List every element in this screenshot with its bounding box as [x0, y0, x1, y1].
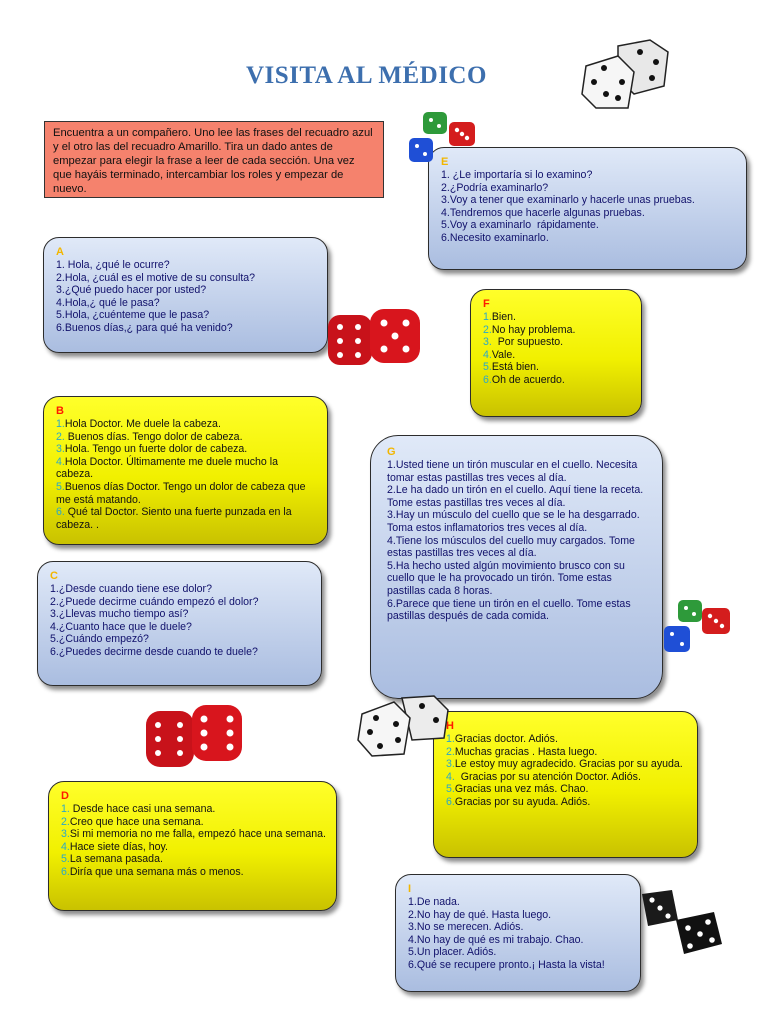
phrase-text: Buenos días. Tengo dolor de cabeza. — [64, 430, 243, 443]
phrase-line — [446, 746, 687, 759]
phrase-text: Tiene los músculos del cuello muy cargados. Tome estas pastillas tres veces al día. — [387, 534, 638, 560]
phrase-number: 4. — [50, 620, 59, 633]
phrase-text: No hay de qué es mi trabajo. Chao. — [416, 933, 584, 946]
phrase-number: 4. — [408, 933, 417, 946]
phrase-number: 2. — [408, 908, 417, 921]
phrase-text: Gracias por su ayuda. Adiós. — [454, 795, 591, 808]
phrase-line — [446, 783, 687, 796]
phrase-text: Qué tal Doctor. Siento una fuerte punzada en la cabeza. . — [56, 506, 295, 531]
phrase-text: Qué se recupere pronto.¡ Hasta la vista! — [416, 958, 605, 971]
phrase-number: 1. — [56, 259, 65, 271]
phrase-number: 6. — [56, 321, 65, 334]
phrase-line — [441, 169, 736, 182]
phrase-line — [56, 443, 317, 456]
phrase-text: Tendremos que hacerle algunas pruebas. — [449, 206, 645, 219]
phrase-line — [56, 456, 317, 481]
phrase-number: 2. — [56, 430, 65, 443]
phrase-text: Le estoy muy agradecido. Gracias por su ayuda. — [454, 758, 683, 771]
phrase-line — [483, 374, 631, 387]
phrase-line — [387, 598, 648, 623]
phrase-text: Gracias por su atención Doctor. Adiós. — [454, 770, 641, 783]
phrase-text: Voy a tener que examinarlo y hacerle unas pruebas. — [449, 194, 695, 207]
phrase-text: Vale. — [491, 348, 516, 361]
red-dice-icon — [142, 703, 248, 771]
phrase-text: Hola Doctor. Me duele la cabeza. — [64, 418, 221, 430]
phrase-line — [56, 284, 317, 297]
phrase-number: 3. — [387, 509, 396, 522]
phrase-number: 3. — [408, 921, 417, 934]
phrase-number: 6. — [408, 958, 417, 971]
phrase-text: ¿Puedes decirme desde cuando te duele? — [58, 645, 258, 658]
phrase-text: ¿Qué puedo hacer por usted? — [64, 284, 207, 297]
phrase-number: 1. — [483, 311, 492, 323]
box-label: G — [387, 446, 396, 458]
phrase-text: De nada. — [416, 896, 460, 908]
phrase-text: ¿Llevas mucho tiempo así? — [58, 608, 189, 621]
phrase-line — [446, 796, 687, 809]
phrase-text: Ha hecho usted algún movimiento brusco con su cuello que le ha provocado un tirón. Tome estas pastillas cada 8 horas. — [387, 559, 628, 597]
phrase-number: 2. — [50, 595, 59, 608]
box-label: H — [446, 720, 454, 732]
white-dice-icon — [352, 692, 452, 760]
phrase-number: 1. — [387, 459, 396, 471]
phrase-text: Hace siete días, hoy. — [69, 840, 168, 853]
box-b — [43, 396, 328, 545]
box-label: B — [56, 405, 64, 417]
phrase-line — [441, 219, 736, 232]
phrase-line — [441, 182, 736, 195]
phrase-line — [446, 733, 687, 746]
phrase-text: Hola, ¿cuénteme que le pasa? — [64, 309, 210, 322]
phrase-text: ¿Desde cuando tiene ese dolor? — [58, 583, 212, 595]
box-f — [470, 289, 642, 417]
phrase-line — [408, 959, 630, 972]
box-label: E — [441, 156, 449, 168]
phrase-text: ¿Podría examinarlo? — [449, 181, 549, 194]
phrase-text: Diría que una semana más o menos. — [69, 865, 244, 878]
red-dice-icon — [324, 305, 426, 373]
phrase-number: 5. — [56, 480, 65, 493]
phrase-line — [61, 803, 326, 816]
phrase-number: 5. — [408, 946, 417, 959]
phrase-number: 1. — [61, 803, 70, 815]
phrase-text: Hola,¿ qué le pasa? — [64, 296, 160, 309]
phrase-number: 5. — [50, 633, 59, 646]
box-label: F — [483, 298, 490, 310]
colored-dice-icon — [405, 108, 479, 166]
phrase-text: ¿Cuándo empezó? — [58, 633, 149, 646]
phrase-text: Por supuesto. — [491, 336, 564, 349]
phrase-text: ¿Cuanto hace que le duele? — [58, 620, 192, 633]
phrase-line — [387, 459, 648, 484]
phrase-text: Gracias doctor. Adiós. — [454, 733, 558, 745]
phrase-text: No se merecen. Adiós. — [416, 921, 524, 934]
box-d — [48, 781, 337, 911]
phrase-line — [56, 418, 317, 431]
phrase-number: 2. — [56, 271, 65, 284]
phrase-line — [56, 272, 317, 285]
phrase-text: La semana pasada. — [69, 853, 163, 866]
phrase-line — [50, 633, 311, 646]
phrase-text: Hola. Tengo un fuerte dolor de cabeza. — [64, 443, 248, 456]
phrase-text: Gracias una vez más. Chao. — [454, 783, 589, 796]
phrase-text: Buenos días,¿ para qué ha venido? — [64, 321, 233, 334]
phrase-number: 6. — [61, 865, 70, 878]
phrase-line — [50, 608, 311, 621]
phrase-text: ¿Le importaría si lo examino? — [449, 169, 593, 181]
phrase-number: 4. — [387, 534, 396, 547]
phrase-text: Bien. — [491, 311, 516, 323]
page-title: VISITA AL MÉDICO — [246, 62, 487, 89]
phrase-line — [483, 349, 631, 362]
phrase-number: 5. — [387, 559, 396, 572]
phrase-line — [446, 758, 687, 771]
phrase-number: 4. — [483, 348, 492, 361]
phrase-line — [61, 828, 326, 841]
phrase-line — [387, 484, 648, 509]
phrase-text: Hay un músculo del cuello que se le ha desgarrado. Toma estos inflamatorios tres veces al día. — [387, 509, 643, 534]
phrase-line — [50, 646, 311, 659]
phrase-line — [446, 771, 687, 784]
box-label: I — [408, 883, 412, 895]
phrase-text: Usted tiene un tirón muscular en el cuello. Necesita tomar estas pastillas tres veces al día. — [387, 459, 641, 484]
phrase-line — [50, 583, 311, 596]
phrase-number: 4. — [61, 840, 70, 853]
phrase-line — [408, 946, 630, 959]
phrase-line — [408, 921, 630, 934]
phrase-line — [483, 324, 631, 337]
phrase-line — [61, 866, 326, 879]
phrase-number: 5. — [56, 309, 65, 322]
phrase-line — [61, 853, 326, 866]
box-label: D — [61, 790, 69, 802]
phrase-line — [387, 560, 648, 598]
phrase-number: 6. — [56, 506, 65, 519]
phrase-number: 2. — [387, 484, 396, 497]
phrase-text: Le ha dado un tirón en el cuello. Aquí tiene la receta. Tome estas pastillas tres veces al día. — [387, 484, 646, 509]
phrase-text: No hay de qué. Hasta luego. — [416, 908, 552, 921]
phrase-line — [56, 309, 317, 322]
phrase-text: Voy a examinarlo rápidamente. — [449, 219, 599, 232]
phrase-text: Necesito examinarlo. — [449, 231, 549, 244]
phrase-text: Está bien. — [491, 361, 539, 374]
phrase-number: 4. — [446, 770, 455, 783]
phrase-line — [56, 431, 317, 444]
phrase-number: 3. — [56, 443, 65, 456]
phrase-number: 5. — [441, 219, 450, 232]
phrase-text: Hola, ¿cuál es el motive de su consulta? — [64, 271, 256, 284]
phrase-text: Parece que tiene un tirón en el cuello. Tome estas pastillas después de cada comida. — [387, 597, 634, 623]
phrase-text: Buenos días Doctor. Tengo un dolor de cabeza que me está matando. — [56, 480, 309, 506]
phrase-number: 3. — [50, 608, 59, 621]
phrase-line — [56, 481, 317, 506]
phrase-line — [408, 934, 630, 947]
phrase-number: 6. — [441, 231, 450, 244]
phrase-line — [56, 506, 317, 531]
box-i — [395, 874, 641, 992]
phrase-text: Hola, ¿qué le ocurre? — [64, 259, 170, 271]
phrase-text: Un placer. Adiós. — [416, 946, 497, 959]
instructions-box: Encuentra a un compañero. Uno lee las frases del recuadro azul y el otro las del recuadro Amarillo. Tira un dado antes de empezar para elegir la frase a leer de cada sección. Una vez que hayáis terminado, intercambiar los roles y empezar de nuevo. — [44, 121, 384, 198]
box-a — [43, 237, 328, 353]
phrase-text: Hola Doctor. Últimamente me duele mucho la cabeza. — [56, 455, 281, 481]
phrase-line — [441, 207, 736, 220]
phrase-number: 6. — [50, 645, 59, 658]
phrase-line — [441, 194, 736, 207]
phrase-text: Si mi memoria no me falla, empezó hace una semana. — [69, 828, 326, 841]
phrase-text: Oh de acuerdo. — [491, 373, 565, 386]
phrase-number: 3. — [61, 828, 70, 841]
phrase-line — [483, 361, 631, 374]
phrase-number: 6. — [387, 597, 396, 610]
phrase-line — [61, 841, 326, 854]
phrase-line — [61, 816, 326, 829]
phrase-line — [56, 322, 317, 335]
phrase-number: 3. — [56, 284, 65, 297]
phrase-line — [483, 336, 631, 349]
phrase-number: 2. — [446, 745, 455, 758]
phrase-number: 3. — [483, 336, 492, 349]
phrase-number: 1. — [50, 583, 59, 595]
box-label: A — [56, 246, 64, 258]
phrase-line — [56, 297, 317, 310]
phrase-line — [408, 909, 630, 922]
white-dice-icon — [578, 38, 676, 110]
phrase-number: 5. — [483, 361, 492, 374]
phrase-line — [387, 535, 648, 560]
phrase-text: ¿Puede decirme cuándo empezó el dolor? — [58, 595, 259, 608]
phrase-number: 1. — [441, 169, 450, 181]
phrase-number: 4. — [56, 296, 65, 309]
phrase-number: 2. — [441, 181, 450, 194]
phrase-line — [56, 259, 317, 272]
phrase-number: 2. — [483, 323, 492, 336]
colored-dice-icon — [660, 596, 734, 656]
phrase-line — [387, 509, 648, 534]
box-label: C — [50, 570, 58, 582]
box-h — [433, 711, 698, 858]
phrase-number: 1. — [446, 733, 455, 745]
box-g — [370, 435, 663, 699]
phrase-number: 5. — [61, 853, 70, 866]
phrase-line — [50, 621, 311, 634]
phrase-number: 1. — [56, 418, 65, 430]
phrase-number: 6. — [483, 373, 492, 386]
phrase-text: No hay problema. — [491, 323, 576, 336]
phrase-line — [483, 311, 631, 324]
phrase-number: 3. — [441, 194, 450, 207]
phrase-text: Creo que hace una semana. — [69, 815, 204, 828]
black-dice-icon — [638, 886, 724, 958]
phrase-number: 6. — [446, 795, 455, 808]
phrase-line — [441, 232, 736, 245]
phrase-line — [50, 596, 311, 609]
phrase-number: 3. — [446, 758, 455, 771]
phrase-number: 1. — [408, 896, 417, 908]
phrase-number: 5. — [446, 783, 455, 796]
phrase-text: Muchas gracias . Hasta luego. — [454, 745, 598, 758]
box-c — [37, 561, 322, 686]
phrase-line — [408, 896, 630, 909]
phrase-text: Desde hace casi una semana. — [69, 803, 216, 815]
phrase-number: 4. — [441, 206, 450, 219]
phrase-number: 4. — [56, 455, 65, 468]
phrase-number: 2. — [61, 815, 70, 828]
